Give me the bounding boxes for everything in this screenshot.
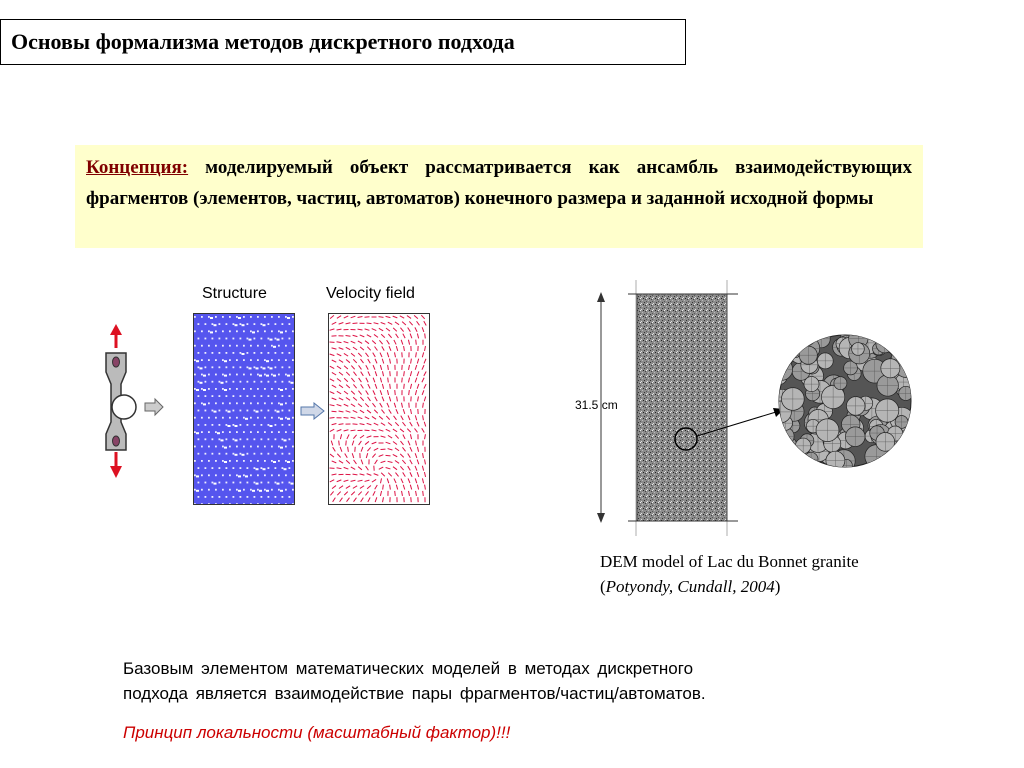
base-element-text bbox=[123, 656, 706, 706]
velocity-field-panel bbox=[328, 313, 430, 505]
concept-keyword: Концепция: bbox=[86, 157, 189, 178]
structure-label: Structure bbox=[202, 285, 267, 302]
base-text-line1: Базовым элементом математических моделей в методах дискретного bbox=[123, 659, 694, 678]
panel-arrow-icon bbox=[300, 402, 326, 420]
dimension-label: 31.5 cm bbox=[575, 398, 618, 412]
page-title: Основы формализма методов дискретного подхода bbox=[11, 29, 515, 54]
structure-panel bbox=[193, 313, 295, 505]
concept-text: моделируемый объект рассматривается как ансамбль взаимодействующих фрагментов (элементов, частиц, автоматов) конечного размера и заданной исходной формы bbox=[86, 157, 912, 209]
structure-image bbox=[194, 314, 294, 504]
tensile-specimen-diagram bbox=[95, 322, 170, 482]
dem-caption-authors: Potyondy, Cundall, 2004 bbox=[605, 577, 775, 596]
caption-close-paren: ) bbox=[774, 577, 781, 596]
locality-principle: Принцип локальности (масштабный фактор)!!! bbox=[123, 723, 511, 742]
concept-box bbox=[75, 145, 923, 248]
base-text-line2: подхода является взаимодействие пары фрагментов/частиц/автоматов. bbox=[123, 684, 706, 703]
dem-caption-line1: DEM model of Lac du Bonnet granite bbox=[600, 552, 859, 571]
dem-caption bbox=[600, 549, 859, 599]
title-box bbox=[0, 19, 686, 65]
velocity-field-image bbox=[329, 314, 429, 504]
dem-caption-line2 bbox=[600, 574, 859, 599]
velocity-field-label: Velocity field bbox=[326, 285, 415, 302]
caption-open-paren: ( bbox=[600, 577, 606, 596]
